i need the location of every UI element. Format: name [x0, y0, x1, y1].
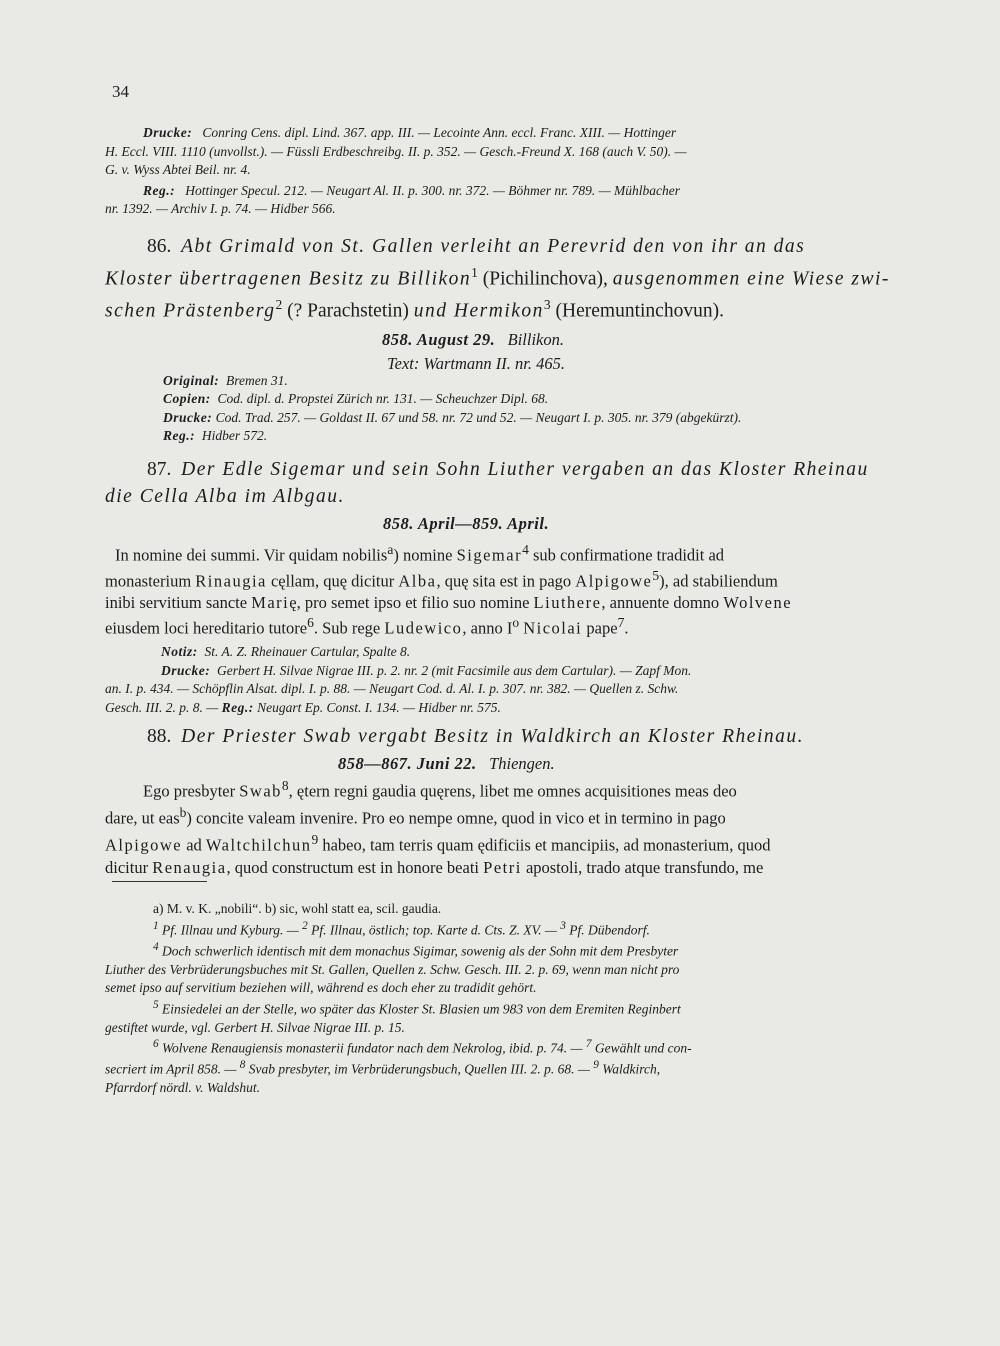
doc-date: 858—867. Juni 22.	[338, 753, 477, 773]
footnote-ref: 4	[522, 541, 529, 557]
reg-label: Reg.:	[221, 699, 254, 715]
doc-text: Ego presbyter Swab$^8$, ętern regni gaudia quęrens, libet me omnes acquisitiones meas deo dare, ut eas$^b$) concite valeam invenire. Pro eo nempe omne, quod in vico et in termino in pago Alpigowe ad Waltchilchun$^9$ habeo, tam terris quam ędificiis et mancipiis, ad monasterium, quod dicitur Renaugia, quod constructum est in honore beati Petri apostoli, trado atque transfundo, me	[105, 778, 771, 877]
doc-heading: Abt Grimald von St. Gallen verleiht an Perevrid den von ihr an das	[181, 236, 806, 257]
prev-references	[105, 126, 925, 216]
footnote-ref: b	[179, 805, 187, 820]
doc-place: Thiengen.	[489, 753, 555, 773]
footnote: a) M. v. K. „nobili“. b) sic, wohl statt ea, scil. gaudia.	[153, 901, 442, 916]
doc-text: In nomine dei summi. Vir quidam nobilis$^a$) nomine Sigemar$^4$ sub confirmatione tradidit ad monasterium Rinaugia cęllam, quę dicitur Alba, quę sita est in pago Alpigowe$^5$), ad stabiliendum inibi servitium sancte Marię, pro semet ipso et filio suo nomine Liuthere, annuente domno Wolvene eiusdem loci hereditario tutore$^6$. Sub rege Ludewico, anno $I^o$ Nicolai pape$^7$.	[105, 541, 793, 638]
footnote: $^6$ Wolvene Renaugiensis monasterii fundator nach dem Nekrolog, ibid. p. 74. — $^7$ Gewählt und con-	[153, 1038, 692, 1056]
ref-line: Conring Cens. dipl. Lind. 367. app. III. — Lecointe Ann. eccl. Franc. XIII. — Hottinger	[202, 125, 677, 140]
ref-line: Hidber 572.	[201, 428, 268, 443]
footnote-ref: 6	[307, 615, 314, 630]
text-reference: Text: Wartmann II. nr. 465.	[387, 354, 565, 373]
footnote: $^5$ Einsiedelei an der Stelle, wo später das Kloster St. Blasien um 983 von dem Eremiten Reginbert	[153, 998, 681, 1016]
ref-line: Gesch. III. 2. p. 8. —	[105, 699, 222, 715]
ref-line: Cod. Trad. 257. — Goldast II. 67 und 58. nr. 72 und 52. — Neugart I. p. 305. nr. 379 (abgekürzt).	[215, 409, 742, 425]
copien-label: Copien:	[163, 391, 211, 406]
reg-label: Reg.:	[163, 428, 196, 443]
footnote: Liuther des Verbrüderungsbuches mit St. Gallen, Quellen z. Schw. Gesch. III. 2. p. 69, wenn man nicht pro	[105, 961, 680, 977]
ref-line: St. A. Z. Rheinauer Cartular, Spalte 8.	[204, 644, 411, 659]
document-87	[105, 460, 925, 714]
doc-heading: (Heremuntinchovun).	[550, 300, 724, 321]
footnote: semet ipso auf servitium beziehen will, während es doch eher zu tradidit gehört.	[105, 980, 537, 995]
footnote-ref: 1	[471, 264, 478, 280]
page-number: 34	[112, 82, 129, 101]
original-label: Original:	[163, 372, 220, 388]
drucke-label: Drucke:	[143, 125, 193, 140]
footnote: gestiftet wurde, vgl. Gerbert H. Silvae Nigrae III. p. 15.	[105, 1019, 405, 1035]
ref-line: Gerbert H. Silvae Nigrae III. p. 2. nr. 2 (mit Facsimile aus dem Cartular). — Zapf Mon.	[217, 662, 692, 678]
ref-line: G. v. Wyss Abtei Beil. nr. 4.	[105, 162, 251, 177]
footnote-ref: 7	[617, 615, 625, 630]
ref-line: an. I. p. 434. — Schöpflin Alsat. dipl. I. p. 88. — Neugart Cod. d. Al. I. p. 307. nr. 382. — Quellen z. Schw.	[105, 681, 679, 696]
document-88	[105, 727, 925, 877]
doc-heading: Der Edle Sigemar und sein Sohn Liuther vergaben an das Kloster Rheinau	[181, 459, 869, 480]
footnote-ref: 8	[281, 778, 289, 793]
footnote-ref: 9	[311, 832, 319, 847]
doc-heading: die Cella Alba im Albgau.	[105, 485, 345, 507]
doc-place: Billikon.	[507, 329, 565, 349]
doc-heading: Kloster übertragenen Besitz zu Billikon	[105, 268, 472, 289]
footnotes	[105, 902, 925, 1095]
doc-number: 87.	[147, 459, 172, 480]
doc-heading: und Hermikon	[413, 300, 544, 321]
footnote: secriert im April 858. — $^8$ Svab presbyter, im Verbrüderungsbuch, Quellen III. 2. p. 68. — $^9$ Waldkirch,	[105, 1059, 661, 1077]
doc-heading: Der Priester Swab vergabt Besitz in Waldkirch an Kloster Rheinau.	[181, 726, 804, 747]
ref-line: nr. 1392. — Archiv I. p. 74. — Hidber 566.	[105, 201, 336, 216]
drucke-label: Drucke:	[161, 662, 211, 678]
doc-date: 858. August 29.	[382, 329, 496, 349]
footnote-divider	[112, 881, 207, 882]
reg-label: Reg.:	[143, 182, 176, 198]
doc-number: 88.	[147, 726, 172, 747]
ref-line: Cod. dipl. d. Propstei Zürich nr. 131. — Scheuchzer Dipl. 68.	[217, 391, 549, 406]
notiz-label: Notiz:	[161, 644, 198, 659]
footnote: $^1$ Pf. Illnau und Kyburg. — $^2$ Pf. Illnau, östlich; top. Karte d. Cts. Z. XV. — $^3$ Pf. Dübendorf.	[153, 919, 650, 937]
doc-heading: (Pichilinchova),	[477, 268, 613, 289]
footnote-ref: 3	[543, 296, 551, 312]
drucke-label: Drucke:	[163, 409, 213, 425]
doc-heading: (? Parachstetin)	[282, 300, 414, 321]
footnote-ref: 2	[275, 296, 283, 312]
footnote-ref: a	[387, 541, 394, 557]
doc-number: 86.	[147, 236, 172, 257]
doc-heading: ausgenommen eine Wiese zwi-	[612, 268, 890, 289]
footnote-ref: 5	[652, 567, 660, 583]
ref-line: Bremen 31.	[226, 372, 288, 388]
ref-line: H. Eccl. VIII. 1110 (unvollst.). — Füssli Erdbeschreibg. II. p. 352. — Gesch.-Freund X. 168 (auch V. 50). —	[105, 143, 687, 159]
ref-line: Neugart Ep. Const. I. 134. — Hidber nr. 575.	[253, 699, 501, 715]
ref-line: Hottinger Specul. 212. — Neugart Al. II. p. 300. nr. 372. — Böhmer nr. 789. — Mühlbacher	[185, 182, 680, 198]
doc-heading: schen Prästenberg	[105, 300, 276, 321]
doc-date: 858. April—859. April.	[383, 514, 550, 533]
footnote: Pfarrdorf nördl. v. Waldshut.	[105, 1080, 261, 1095]
footnote: $^4$ Doch schwerlich identisch mit dem monachus Sigimar, sowenig als der Sohn mit dem Presbyter	[153, 940, 679, 958]
document-86	[105, 237, 925, 443]
